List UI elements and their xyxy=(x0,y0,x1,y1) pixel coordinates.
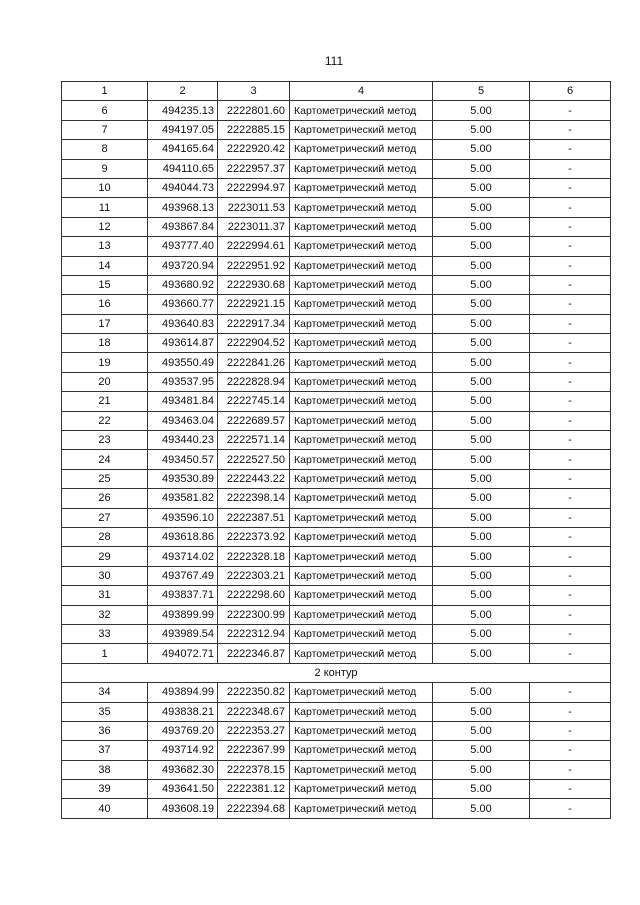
x-coordinate-cell: 493682.30 xyxy=(148,760,218,779)
method-cell: Картометрический метод xyxy=(290,178,433,197)
note-cell: - xyxy=(530,101,611,120)
method-cell: Картометрический метод xyxy=(290,605,433,624)
point-number-cell: 20 xyxy=(62,372,148,391)
accuracy-cell: 5.00 xyxy=(433,683,530,702)
note-cell: - xyxy=(530,586,611,605)
x-coordinate-cell: 493837.71 xyxy=(148,586,218,605)
table-row xyxy=(62,527,611,546)
method-cell: Картометрический метод xyxy=(290,683,433,702)
point-number-cell: 7 xyxy=(62,120,148,139)
table-row xyxy=(62,275,611,294)
point-number-cell: 11 xyxy=(62,198,148,217)
note-cell: - xyxy=(530,431,611,450)
accuracy-cell: 5.00 xyxy=(433,450,530,469)
table-row xyxy=(62,586,611,605)
method-cell: Картометрический метод xyxy=(290,469,433,488)
x-coordinate-cell: 494165.64 xyxy=(148,140,218,159)
accuracy-cell: 5.00 xyxy=(433,275,530,294)
point-number-cell: 29 xyxy=(62,547,148,566)
y-coordinate-cell: 2222951.92 xyxy=(218,256,290,275)
section-label: 2 контур xyxy=(62,663,611,682)
y-coordinate-cell: 2222957.37 xyxy=(218,159,290,178)
table-row xyxy=(62,353,611,372)
accuracy-cell: 5.00 xyxy=(433,605,530,624)
accuracy-cell: 5.00 xyxy=(433,101,530,120)
note-cell: - xyxy=(530,702,611,721)
point-number-cell: 14 xyxy=(62,256,148,275)
note-cell: - xyxy=(530,314,611,333)
table-row xyxy=(62,411,611,430)
note-cell: - xyxy=(530,217,611,236)
note-cell: - xyxy=(530,508,611,527)
method-cell: Картометрический метод xyxy=(290,644,433,663)
y-coordinate-cell: 2222571.14 xyxy=(218,431,290,450)
table-row xyxy=(62,372,611,391)
accuracy-cell: 5.00 xyxy=(433,411,530,430)
y-coordinate-cell: 2222373.92 xyxy=(218,527,290,546)
header-cell: 6 xyxy=(530,82,611,101)
x-coordinate-cell: 493537.95 xyxy=(148,372,218,391)
point-number-cell: 26 xyxy=(62,489,148,508)
method-cell: Картометрический метод xyxy=(290,702,433,721)
accuracy-cell: 5.00 xyxy=(433,431,530,450)
table-row xyxy=(62,431,611,450)
point-number-cell: 39 xyxy=(62,780,148,799)
point-number-cell: 32 xyxy=(62,605,148,624)
table-row xyxy=(62,314,611,333)
y-coordinate-cell: 2222527.50 xyxy=(218,450,290,469)
accuracy-cell: 5.00 xyxy=(433,741,530,760)
method-cell: Картометрический метод xyxy=(290,256,433,275)
accuracy-cell: 5.00 xyxy=(433,392,530,411)
point-number-cell: 19 xyxy=(62,353,148,372)
accuracy-cell: 5.00 xyxy=(433,624,530,643)
point-number-cell: 34 xyxy=(62,683,148,702)
x-coordinate-cell: 493680.92 xyxy=(148,275,218,294)
note-cell: - xyxy=(530,469,611,488)
note-cell: - xyxy=(530,527,611,546)
accuracy-cell: 5.00 xyxy=(433,178,530,197)
table-row xyxy=(62,101,611,120)
accuracy-cell: 5.00 xyxy=(433,159,530,178)
accuracy-cell: 5.00 xyxy=(433,799,530,818)
x-coordinate-cell: 493608.19 xyxy=(148,799,218,818)
table-row xyxy=(62,159,611,178)
method-cell: Картометрический метод xyxy=(290,527,433,546)
note-cell: - xyxy=(530,721,611,740)
accuracy-cell: 5.00 xyxy=(433,547,530,566)
note-cell: - xyxy=(530,198,611,217)
table-row xyxy=(62,702,611,721)
point-number-cell: 37 xyxy=(62,741,148,760)
accuracy-cell: 5.00 xyxy=(433,508,530,527)
method-cell: Картометрический метод xyxy=(290,566,433,585)
x-coordinate-cell: 493550.49 xyxy=(148,353,218,372)
table-row xyxy=(62,469,611,488)
x-coordinate-cell: 494044.73 xyxy=(148,178,218,197)
table-row xyxy=(62,256,611,275)
point-number-cell: 18 xyxy=(62,334,148,353)
accuracy-cell: 5.00 xyxy=(433,566,530,585)
header-cell: 3 xyxy=(218,82,290,101)
point-number-cell: 27 xyxy=(62,508,148,527)
table-row xyxy=(62,547,611,566)
accuracy-cell: 5.00 xyxy=(433,120,530,139)
note-cell: - xyxy=(530,683,611,702)
method-cell: Картометрический метод xyxy=(290,780,433,799)
point-number-cell: 8 xyxy=(62,140,148,159)
method-cell: Картометрический метод xyxy=(290,101,433,120)
y-coordinate-cell: 2222930.68 xyxy=(218,275,290,294)
table-row xyxy=(62,120,611,139)
method-cell: Картометрический метод xyxy=(290,508,433,527)
x-coordinate-cell: 493614.87 xyxy=(148,334,218,353)
header-cell: 5 xyxy=(433,82,530,101)
point-number-cell: 35 xyxy=(62,702,148,721)
note-cell: - xyxy=(530,275,611,294)
y-coordinate-cell: 2222921.15 xyxy=(218,295,290,314)
method-cell: Картометрический метод xyxy=(290,217,433,236)
method-cell: Картометрический метод xyxy=(290,314,433,333)
accuracy-cell: 5.00 xyxy=(433,721,530,740)
method-cell: Картометрический метод xyxy=(290,489,433,508)
accuracy-cell: 5.00 xyxy=(433,780,530,799)
note-cell: - xyxy=(530,392,611,411)
x-coordinate-cell: 493450.57 xyxy=(148,450,218,469)
note-cell: - xyxy=(530,605,611,624)
accuracy-cell: 5.00 xyxy=(433,198,530,217)
table-row xyxy=(62,566,611,585)
x-coordinate-cell: 494110.65 xyxy=(148,159,218,178)
accuracy-cell: 5.00 xyxy=(433,217,530,236)
note-cell: - xyxy=(530,624,611,643)
table-row xyxy=(62,799,611,818)
x-coordinate-cell: 493767.49 xyxy=(148,566,218,585)
method-cell: Картометрический метод xyxy=(290,275,433,294)
y-coordinate-cell: 2222312.94 xyxy=(218,624,290,643)
table-row xyxy=(62,217,611,236)
x-coordinate-cell: 494197.05 xyxy=(148,120,218,139)
x-coordinate-cell: 493720.94 xyxy=(148,256,218,275)
accuracy-cell: 5.00 xyxy=(433,644,530,663)
method-cell: Картометрический метод xyxy=(290,431,433,450)
y-coordinate-cell: 2222828.94 xyxy=(218,372,290,391)
table-row xyxy=(62,760,611,779)
y-coordinate-cell: 2222994.97 xyxy=(218,178,290,197)
method-cell: Картометрический метод xyxy=(290,159,433,178)
accuracy-cell: 5.00 xyxy=(433,353,530,372)
x-coordinate-cell: 494072.71 xyxy=(148,644,218,663)
point-number-cell: 16 xyxy=(62,295,148,314)
point-number-cell: 24 xyxy=(62,450,148,469)
point-number-cell: 38 xyxy=(62,760,148,779)
point-number-cell: 36 xyxy=(62,721,148,740)
y-coordinate-cell: 2223011.53 xyxy=(218,198,290,217)
table-row xyxy=(62,644,611,663)
x-coordinate-cell: 493968.13 xyxy=(148,198,218,217)
section-row xyxy=(62,663,611,682)
y-coordinate-cell: 2222298.60 xyxy=(218,586,290,605)
table-row xyxy=(62,178,611,197)
method-cell: Картометрический метод xyxy=(290,547,433,566)
y-coordinate-cell: 2222350.82 xyxy=(218,683,290,702)
y-coordinate-cell: 2222801.60 xyxy=(218,101,290,120)
x-coordinate-cell: 493989.54 xyxy=(148,624,218,643)
note-cell: - xyxy=(530,547,611,566)
method-cell: Картометрический метод xyxy=(290,799,433,818)
y-coordinate-cell: 2222353.27 xyxy=(218,721,290,740)
accuracy-cell: 5.00 xyxy=(433,469,530,488)
y-coordinate-cell: 2222917.34 xyxy=(218,314,290,333)
table-row xyxy=(62,508,611,527)
accuracy-cell: 5.00 xyxy=(433,527,530,546)
y-coordinate-cell: 2222367.99 xyxy=(218,741,290,760)
y-coordinate-cell: 2222300.99 xyxy=(218,605,290,624)
accuracy-cell: 5.00 xyxy=(433,489,530,508)
y-coordinate-cell: 2222378.15 xyxy=(218,760,290,779)
note-cell: - xyxy=(530,566,611,585)
table-row xyxy=(62,683,611,702)
table-row xyxy=(62,605,611,624)
x-coordinate-cell: 494235.13 xyxy=(148,101,218,120)
point-number-cell: 15 xyxy=(62,275,148,294)
table-row xyxy=(62,140,611,159)
y-coordinate-cell: 2222745.14 xyxy=(218,392,290,411)
point-number-cell: 10 xyxy=(62,178,148,197)
x-coordinate-cell: 493838.21 xyxy=(148,702,218,721)
accuracy-cell: 5.00 xyxy=(433,702,530,721)
note-cell: - xyxy=(530,411,611,430)
table-row xyxy=(62,392,611,411)
y-coordinate-cell: 2222381.12 xyxy=(218,780,290,799)
y-coordinate-cell: 2222346.87 xyxy=(218,644,290,663)
y-coordinate-cell: 2222904.52 xyxy=(218,334,290,353)
x-coordinate-cell: 493463.04 xyxy=(148,411,218,430)
accuracy-cell: 5.00 xyxy=(433,295,530,314)
x-coordinate-cell: 493641.50 xyxy=(148,780,218,799)
point-number-cell: 25 xyxy=(62,469,148,488)
x-coordinate-cell: 493660.77 xyxy=(148,295,218,314)
x-coordinate-cell: 493640.83 xyxy=(148,314,218,333)
table-row xyxy=(62,237,611,256)
method-cell: Картометрический метод xyxy=(290,586,433,605)
y-coordinate-cell: 2222841.26 xyxy=(218,353,290,372)
y-coordinate-cell: 2222689.57 xyxy=(218,411,290,430)
table-row xyxy=(62,721,611,740)
accuracy-cell: 5.00 xyxy=(433,237,530,256)
y-coordinate-cell: 2222885.15 xyxy=(218,120,290,139)
note-cell: - xyxy=(530,256,611,275)
y-coordinate-cell: 2222303.21 xyxy=(218,566,290,585)
point-number-cell: 13 xyxy=(62,237,148,256)
note-cell: - xyxy=(530,237,611,256)
x-coordinate-cell: 493899.99 xyxy=(148,605,218,624)
y-coordinate-cell: 2222387.51 xyxy=(218,508,290,527)
y-coordinate-cell: 2222348.67 xyxy=(218,702,290,721)
accuracy-cell: 5.00 xyxy=(433,140,530,159)
x-coordinate-cell: 493777.40 xyxy=(148,237,218,256)
y-coordinate-cell: 2222394.68 xyxy=(218,799,290,818)
note-cell: - xyxy=(530,644,611,663)
y-coordinate-cell: 2222994.61 xyxy=(218,237,290,256)
accuracy-cell: 5.00 xyxy=(433,334,530,353)
point-number-cell: 28 xyxy=(62,527,148,546)
header-cell: 2 xyxy=(148,82,218,101)
point-number-cell: 12 xyxy=(62,217,148,236)
y-coordinate-cell: 2222443.22 xyxy=(218,469,290,488)
note-cell: - xyxy=(530,799,611,818)
page-number: 111 xyxy=(324,54,344,68)
table-row xyxy=(62,780,611,799)
method-cell: Картометрический метод xyxy=(290,353,433,372)
point-number-cell: 33 xyxy=(62,624,148,643)
table-row xyxy=(62,295,611,314)
note-cell: - xyxy=(530,760,611,779)
point-number-cell: 23 xyxy=(62,431,148,450)
method-cell: Картометрический метод xyxy=(290,120,433,139)
point-number-cell: 17 xyxy=(62,314,148,333)
point-number-cell: 1 xyxy=(62,644,148,663)
x-coordinate-cell: 493618.86 xyxy=(148,527,218,546)
x-coordinate-cell: 493481.84 xyxy=(148,392,218,411)
note-cell: - xyxy=(530,334,611,353)
point-number-cell: 9 xyxy=(62,159,148,178)
point-number-cell: 22 xyxy=(62,411,148,430)
y-coordinate-cell: 2223011.37 xyxy=(218,217,290,236)
table-row xyxy=(62,624,611,643)
note-cell: - xyxy=(530,353,611,372)
accuracy-cell: 5.00 xyxy=(433,760,530,779)
accuracy-cell: 5.00 xyxy=(433,372,530,391)
method-cell: Картометрический метод xyxy=(290,392,433,411)
method-cell: Картометрический метод xyxy=(290,372,433,391)
x-coordinate-cell: 493440.23 xyxy=(148,431,218,450)
method-cell: Картометрический метод xyxy=(290,237,433,256)
note-cell: - xyxy=(530,780,611,799)
point-number-cell: 21 xyxy=(62,392,148,411)
note-cell: - xyxy=(530,295,611,314)
table-row xyxy=(62,450,611,469)
method-cell: Картометрический метод xyxy=(290,334,433,353)
accuracy-cell: 5.00 xyxy=(433,314,530,333)
method-cell: Картометрический метод xyxy=(290,450,433,469)
method-cell: Картометрический метод xyxy=(290,624,433,643)
x-coordinate-cell: 493530.89 xyxy=(148,469,218,488)
method-cell: Картометрический метод xyxy=(290,198,433,217)
y-coordinate-cell: 2222920.42 xyxy=(218,140,290,159)
method-cell: Картометрический метод xyxy=(290,721,433,740)
note-cell: - xyxy=(530,140,611,159)
table-row xyxy=(62,334,611,353)
header-cell: 1 xyxy=(62,82,148,101)
note-cell: - xyxy=(530,159,611,178)
y-coordinate-cell: 2222398.14 xyxy=(218,489,290,508)
accuracy-cell: 5.00 xyxy=(433,586,530,605)
x-coordinate-cell: 493714.02 xyxy=(148,547,218,566)
coordinates-table xyxy=(61,81,611,819)
note-cell: - xyxy=(530,178,611,197)
x-coordinate-cell: 493714.92 xyxy=(148,741,218,760)
note-cell: - xyxy=(530,741,611,760)
accuracy-cell: 5.00 xyxy=(433,256,530,275)
note-cell: - xyxy=(530,372,611,391)
point-number-cell: 6 xyxy=(62,101,148,120)
note-cell: - xyxy=(530,450,611,469)
x-coordinate-cell: 493581.82 xyxy=(148,489,218,508)
x-coordinate-cell: 493596.10 xyxy=(148,508,218,527)
method-cell: Картометрический метод xyxy=(290,140,433,159)
table-row xyxy=(62,741,611,760)
note-cell: - xyxy=(530,120,611,139)
method-cell: Картометрический метод xyxy=(290,760,433,779)
point-number-cell: 30 xyxy=(62,566,148,585)
header-cell: 4 xyxy=(290,82,433,101)
point-number-cell: 31 xyxy=(62,586,148,605)
table-row xyxy=(62,198,611,217)
method-cell: Картометрический метод xyxy=(290,411,433,430)
x-coordinate-cell: 493894.99 xyxy=(148,683,218,702)
y-coordinate-cell: 2222328.18 xyxy=(218,547,290,566)
point-number-cell: 40 xyxy=(62,799,148,818)
table-row xyxy=(62,489,611,508)
method-cell: Картометрический метод xyxy=(290,295,433,314)
note-cell: - xyxy=(530,489,611,508)
x-coordinate-cell: 493867.84 xyxy=(148,217,218,236)
x-coordinate-cell: 493769.20 xyxy=(148,721,218,740)
method-cell: Картометрический метод xyxy=(290,741,433,760)
header-row xyxy=(62,82,611,101)
